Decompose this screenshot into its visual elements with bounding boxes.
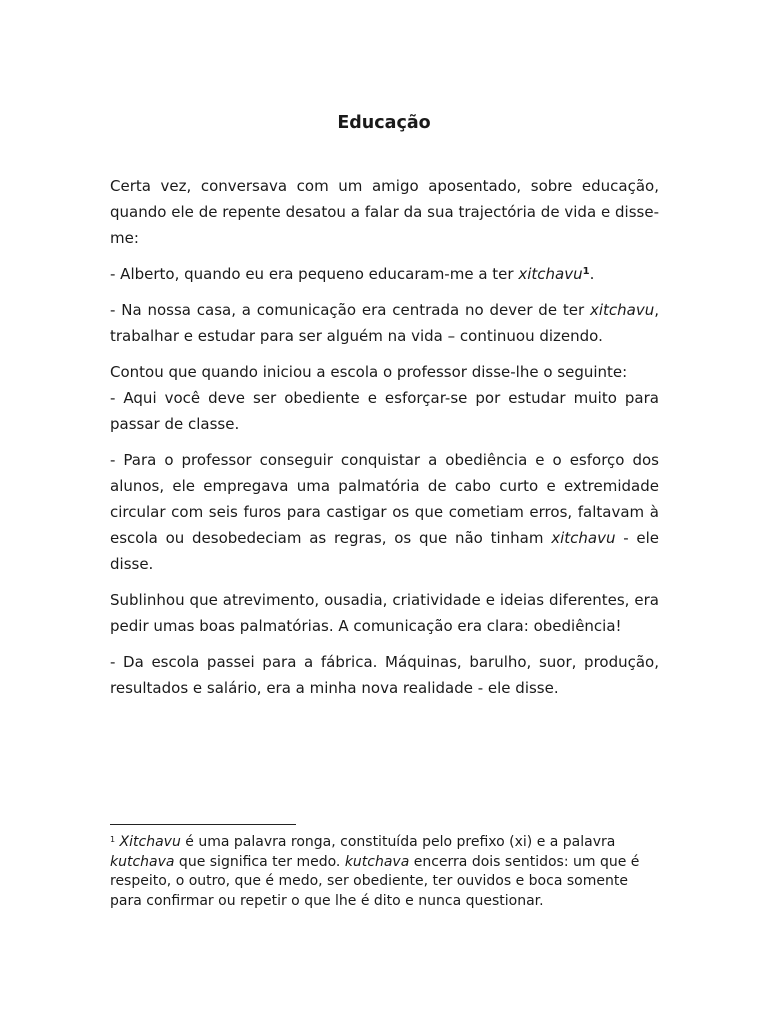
paragraph-4b: - Aqui você deve ser obediente e esforçar-se por estudar muito para passar de classe. — [110, 389, 659, 433]
term-xitchavu: xitchavu — [589, 301, 655, 319]
footnote-term-xitchavu: Xitchavu — [119, 834, 181, 850]
document-body — [110, 173, 659, 711]
paragraph-5-end: - ele disse. — [110, 529, 659, 573]
paragraph-3 — [110, 297, 659, 349]
paragraph-3-end: , trabalhar e estudar para ser alguém na vida – continuou dizendo. — [110, 301, 659, 345]
footnote-text-2: que significa ter medo. — [174, 853, 345, 870]
paragraph-5-text: - Para o professor conseguir conquistar a obediência e o esforço dos alunos, ele empregava uma palmatória de cabo curto e extremidade circular com seis furos para castigar os que cometiam erros, faltavam à escola ou desobedeciam as regras, os que não tinham — [110, 451, 659, 547]
term-xitchavu: xitchavu — [551, 529, 616, 547]
paragraph-1: Certa vez, conversava com um amigo aposentado, sobre educação, quando ele de repente desatou a falar da sua trajectória de vida e disse-me: — [110, 177, 659, 247]
footnote — [110, 830, 659, 911]
paragraph-2-end: . — [589, 265, 595, 283]
paragraph-6: Sublinhou que atrevimento, ousadia, criatividade e ideias diferentes, era pedir umas boas palmatórias. A comunicação era clara: obediência! — [110, 591, 659, 635]
paragraph-2 — [110, 261, 659, 287]
footnote-text-1: é uma palavra ronga, constituída pelo prefixo (xi) e a palavra — [180, 834, 616, 850]
footnote-term-kutchava: kutchava — [110, 853, 175, 870]
footnote-term-kutchava: kutchava — [344, 853, 410, 870]
footnote-marker: 1 — [110, 835, 116, 844]
term-xitchavu: xitchavu — [518, 265, 583, 283]
paragraph-3-text: - Na nossa casa, a comunicação era centrada no dever de ter — [110, 301, 590, 319]
paragraph-2-text: - Alberto, quando eu era pequeno educaram-me a ter — [110, 265, 519, 283]
paragraph-4a: Contou que quando iniciou a escola o professor disse-lhe o seguinte: — [110, 363, 628, 381]
footnote-reference: 1 — [582, 266, 590, 277]
footnote-separator — [110, 824, 296, 825]
page-title: Educação — [337, 113, 431, 133]
paragraph-5 — [110, 447, 659, 577]
footnote-text-3: encerra dois sentidos: um que é respeito, o outro, que é medo, ser obediente, ter ouvidos e boca somente para confirmar ou repetir o que lhe é dito e nunca questionar. — [110, 853, 640, 909]
paragraph-7: - Da escola passei para a fábrica. Máquinas, barulho, suor, produção, resultados e salário, era a minha nova realidade - ele disse. — [110, 653, 659, 697]
